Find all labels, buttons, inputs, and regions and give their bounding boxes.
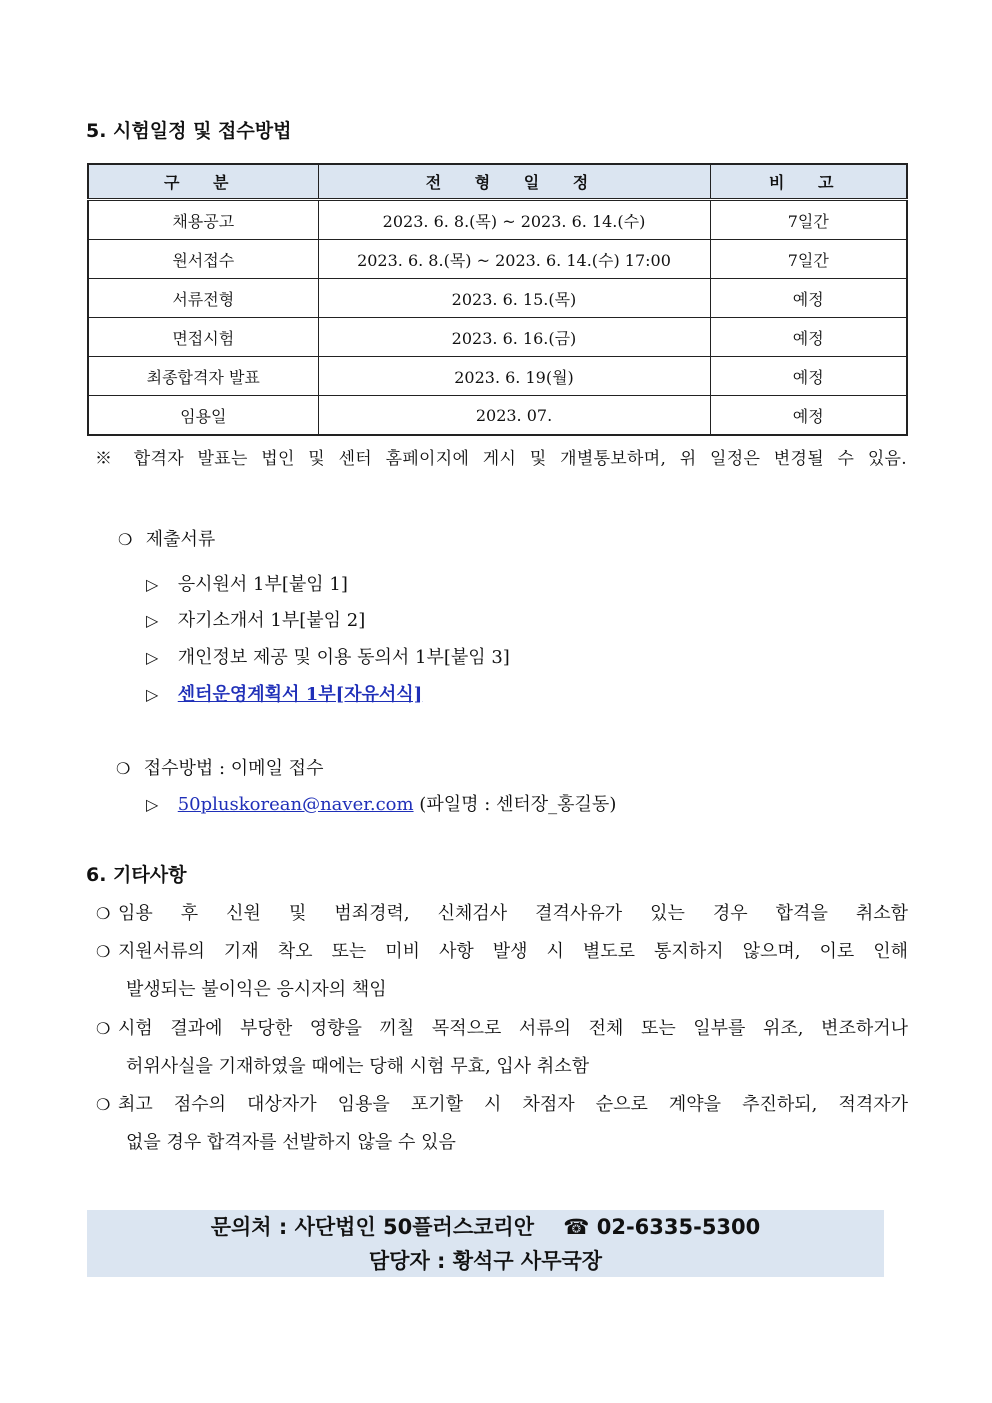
list-item — [146, 570, 348, 596]
submission-heading-line — [116, 754, 323, 780]
table-row — [88, 318, 907, 357]
circle-bullet-icon: ❍ — [96, 1095, 111, 1114]
row-category: 임용일 — [88, 396, 318, 436]
item-first-line — [96, 895, 908, 933]
circle-bullet-icon: ❍ — [116, 759, 131, 778]
circle-bullet-icon: ❍ — [96, 904, 111, 923]
table-row — [88, 396, 907, 436]
header-remarks: 비 고 — [710, 164, 907, 200]
row-schedule: 2023. 07. — [318, 396, 710, 436]
list-item — [146, 643, 510, 669]
list-item — [96, 933, 908, 1009]
triangle-arrow-icon: ▷ — [146, 648, 159, 667]
row-schedule: 2023. 6. 16.(금) — [318, 318, 710, 357]
row-category: 원서접수 — [88, 240, 318, 279]
row-remarks: 7일간 — [710, 200, 907, 240]
list-item — [146, 606, 365, 632]
item-continuation: 없을 경우 합격자를 선발하지 않을 수 있음 — [126, 1132, 456, 1153]
row-category: 서류전형 — [88, 279, 318, 318]
document-item: 개인정보 제공 및 이용 동의서 1부[붙임 3] — [177, 647, 510, 668]
row-category: 최종합격자 발표 — [88, 357, 318, 396]
section5-title: 5. 시험일정 및 접수방법 — [86, 120, 292, 142]
table-row — [88, 279, 907, 318]
item-text: 임용 후 신원 및 범죄경력, 신체검사 결격사유가 있는 경우 합격을 취소함 — [118, 903, 908, 924]
documents-heading-line — [118, 525, 215, 551]
document-item: 응시원서 1부[붙임 1] — [177, 574, 348, 595]
header-schedule: 전 형 일 정 — [318, 164, 710, 200]
row-remarks: 예정 — [710, 318, 907, 357]
row-category: 면접시험 — [88, 318, 318, 357]
document-item-highlight: 센터운영계획서 1부[자유서식] — [177, 684, 423, 705]
phone-icon: ☎ — [563, 1215, 590, 1239]
item-continuation: 발생되는 불이익은 응시자의 책임 — [126, 979, 387, 1000]
circle-bullet-icon: ❍ — [96, 942, 111, 961]
row-remarks: 예정 — [710, 357, 907, 396]
circle-bullet-icon: ❍ — [118, 530, 133, 549]
item-text: 최고 점수의 대상자가 임용을 포기할 시 차점자 순으로 계약을 추진하되, 적격자가 — [118, 1094, 908, 1115]
row-schedule: 2023. 6. 8.(목) ~ 2023. 6. 14.(수) 17:00 — [318, 240, 710, 279]
list-item — [96, 1086, 908, 1162]
contact-line — [87, 1210, 884, 1244]
row-remarks: 7일간 — [710, 240, 907, 279]
schedule-note: ※ 합격자 발표는 법인 및 센터 홈페이지에 게시 및 개별통보하며, 위 일정은 변경될 수 있음. — [95, 449, 907, 469]
row-category: 채용공고 — [88, 200, 318, 240]
list-item — [96, 895, 908, 933]
phone-number: 02-6335-5300 — [596, 1215, 761, 1239]
table-row — [88, 240, 907, 279]
row-schedule: 2023. 6. 8.(목) ~ 2023. 6. 14.(수) — [318, 200, 710, 240]
inquiry-label: 문의처 : 사단법인 50플러스코리안 — [210, 1215, 534, 1239]
document-item: 자기소개서 1부[붙임 2] — [177, 610, 366, 631]
manager-line: 담당자 : 황석구 사무국장 — [368, 1249, 603, 1273]
triangle-arrow-icon: ▷ — [146, 611, 159, 630]
submission-heading: 접수방법 : 이메일 접수 — [143, 758, 324, 779]
item-text: 지원서류의 기재 착오 또는 미비 사항 발생 시 별도로 통지하지 않으며, 이로 인해 — [118, 941, 908, 962]
list-item — [146, 680, 422, 706]
triangle-arrow-icon: ▷ — [146, 575, 159, 594]
item-first-line — [96, 1086, 908, 1124]
table-header-row — [88, 164, 907, 200]
documents-heading: 제출서류 — [145, 529, 216, 550]
section6-title: 6. 기타사항 — [86, 864, 187, 886]
contact-box — [87, 1210, 884, 1277]
row-schedule: 2023. 6. 19(월) — [318, 357, 710, 396]
header-category: 구 분 — [88, 164, 318, 200]
table-row — [88, 357, 907, 396]
submission-email-line — [146, 790, 616, 816]
row-remarks: 예정 — [710, 279, 907, 318]
item-first-line — [96, 1010, 908, 1048]
triangle-arrow-icon: ▷ — [146, 685, 159, 704]
table-row — [88, 200, 907, 240]
circle-bullet-icon: ❍ — [96, 1019, 111, 1038]
schedule-table — [87, 163, 908, 436]
list-item — [96, 1010, 908, 1086]
email-link[interactable]: 50pluskorean@naver.com — [177, 794, 414, 815]
row-remarks: 예정 — [710, 396, 907, 436]
filename-note: (파일명 : 센터장_홍길동) — [419, 794, 617, 815]
triangle-arrow-icon: ▷ — [146, 795, 159, 814]
item-first-line — [96, 933, 908, 971]
item-text: 시험 결과에 부당한 영향을 끼칠 목적으로 서류의 전체 또는 일부를 위조, 변조하거나 — [118, 1018, 908, 1039]
row-schedule: 2023. 6. 15.(목) — [318, 279, 710, 318]
item-continuation: 허위사실을 기재하였을 때에는 당해 시험 무효, 입사 취소함 — [126, 1056, 590, 1077]
